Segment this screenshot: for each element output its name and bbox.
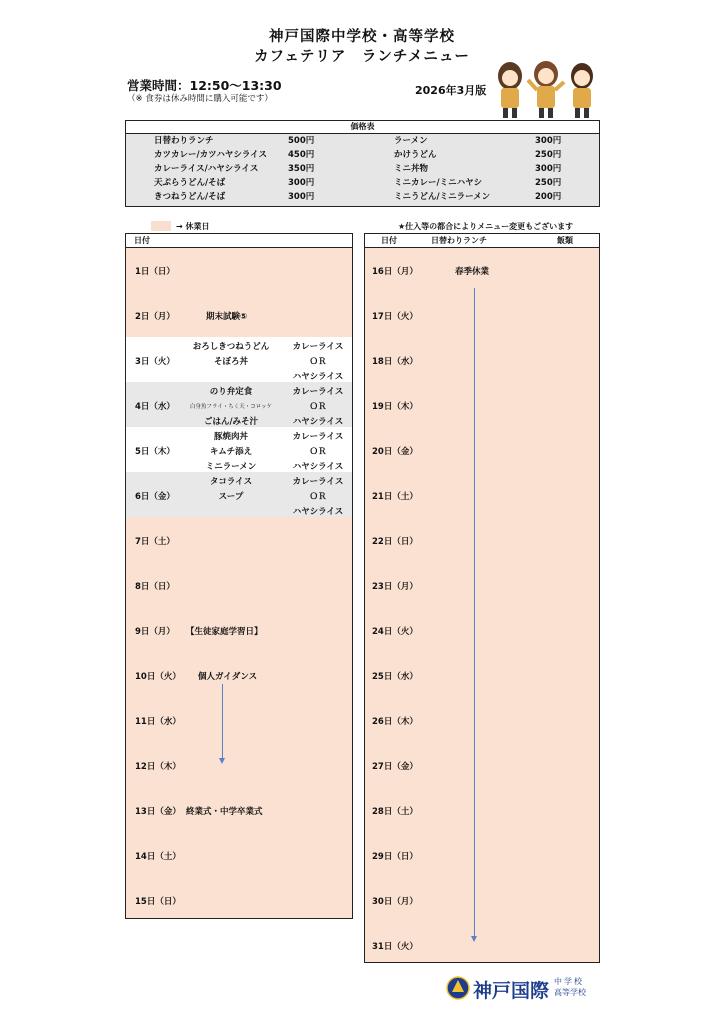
price-item-name: ミニうどん/ミニラーメン: [394, 192, 491, 202]
rice-item: ハヤシライス: [292, 417, 344, 427]
lunch-item: キムチ添え: [209, 447, 253, 457]
day-label: 9日（月）: [135, 627, 175, 637]
holiday-legend-label: → 休業日: [176, 222, 210, 231]
price-table: [125, 120, 600, 207]
price-item-price: 300円: [288, 192, 315, 202]
school-title: 神戸国際中学校・高等学校: [269, 29, 455, 45]
day-label: 21日（土）: [372, 492, 418, 502]
day-label: 2日（月）: [135, 312, 175, 322]
price-item-price: 250円: [535, 178, 562, 188]
price-item-name: カレーライス/ハヤシライス: [154, 164, 259, 174]
day-label: 10日（火）: [135, 672, 181, 682]
event-home-study: 【生徒家庭学習日】: [186, 627, 263, 637]
rice-or: ＯＲ: [309, 447, 327, 457]
edition-label: 2026年3月版: [415, 84, 487, 97]
day-label: 19日（木）: [372, 402, 418, 412]
price-item-price: 300円: [535, 164, 562, 174]
student-girl-3-icon: [571, 63, 593, 118]
event-exam: 期末試験⑤: [206, 312, 248, 322]
price-item-price: 450円: [288, 150, 315, 160]
day-label: 20日（金）: [372, 447, 418, 457]
day-label: 18日（水）: [372, 357, 418, 367]
day-label: 14日（土）: [135, 852, 181, 862]
day-label: 8日（日）: [135, 582, 175, 592]
day-label: 3日（火）: [135, 357, 175, 367]
rice-item: ハヤシライス: [292, 372, 344, 382]
price-item-price: 250円: [535, 150, 562, 160]
rice-or: ＯＲ: [309, 357, 327, 367]
price-item-name: かけうどん: [394, 150, 437, 160]
day-label: 4日（水）: [135, 402, 175, 412]
rice-item: ハヤシライス: [292, 462, 344, 472]
day-label: 30日（月）: [372, 897, 418, 907]
day-label: 7日（土）: [135, 537, 175, 547]
day-label: 11日（水）: [135, 717, 181, 727]
day-label: 22日（日）: [372, 537, 418, 547]
price-item-name: 天ぷらうどん/そば: [154, 178, 226, 188]
day-label: 1日（日）: [135, 267, 175, 277]
student-girl-2-icon: [528, 61, 564, 118]
lunch-item: 豚焼肉丼: [213, 432, 248, 442]
day-label: 5日（木）: [135, 447, 175, 457]
event-ceremony: 終業式・中学卒業式: [186, 807, 263, 817]
menu-title: カフェテリア ランチメニュー: [254, 49, 470, 65]
price-item-price: 300円: [535, 136, 562, 146]
ticket-note: （※ 食券は休み時間に購入可能です）: [127, 94, 273, 104]
day-label: 17日（火）: [372, 312, 418, 322]
lunch-item: スープ: [218, 492, 244, 502]
continuation-arrow-icon: [219, 758, 225, 764]
col-date-header: 日付: [381, 236, 397, 245]
price-item-price: 300円: [288, 178, 315, 188]
day-label: 29日（日）: [372, 852, 418, 862]
rice-or: ＯＲ: [309, 492, 327, 502]
rice-item: カレーライス: [292, 477, 344, 487]
day-label: 16日（月）: [372, 267, 418, 277]
day-label: 23日（月）: [372, 582, 418, 592]
price-item-name: きつねうどん/そば: [154, 192, 226, 202]
day-label: 25日（水）: [372, 672, 418, 682]
school-logo: [446, 975, 596, 1001]
price-item-price: 200円: [535, 192, 562, 202]
day-label: 13日（金）: [135, 807, 181, 817]
continuation-arrow-line: [222, 684, 223, 758]
day-label: 15日（日）: [135, 897, 181, 907]
event-guidance: 個人ガイダンス: [198, 672, 258, 682]
day-label: 12日（木）: [135, 762, 181, 772]
logo-sub-hs: 高等学校: [554, 988, 586, 997]
price-item-name: ラーメン: [394, 136, 428, 146]
calendar-left: [125, 233, 353, 919]
rice-item: カレーライス: [292, 387, 344, 397]
lunch-item: ごはん/みそ汁: [203, 417, 259, 427]
calendar-left-header: [126, 234, 352, 248]
day-label: 6日（金）: [135, 492, 175, 502]
calendar-right-header: [365, 234, 599, 248]
calendar-right: [364, 233, 600, 963]
business-hours: 営業時間：12:50～13:30: [127, 78, 282, 93]
lunch-item: タコライス: [209, 477, 253, 487]
rice-item: ハヤシライス: [292, 507, 344, 517]
lunch-item: のり弁定食: [209, 387, 253, 397]
price-item-name: カツカレー/カツハヤシライス: [154, 150, 268, 160]
day-label: 28日（土）: [372, 807, 418, 817]
day-label: 24日（火）: [372, 627, 418, 637]
lunch-item: おろしきつねうどん: [192, 342, 270, 352]
event-spring-break: 春季休業: [455, 267, 490, 277]
continuation-arrow-icon: [471, 936, 477, 942]
rice-item: カレーライス: [292, 432, 344, 442]
student-characters-illustration: [490, 58, 602, 120]
price-item-name: ミニ丼物: [394, 164, 429, 174]
continuation-arrow-line: [474, 288, 475, 936]
rice-item: カレーライス: [292, 342, 344, 352]
holiday-legend-swatch: [151, 221, 171, 231]
menu-change-notice: ★仕入等の都合によりメニュー変更もございます: [398, 222, 574, 231]
day-label: 26日（木）: [372, 717, 418, 727]
rice-or: ＯＲ: [309, 402, 327, 412]
logo-sub-jhs: 中学校: [554, 977, 584, 986]
col-lunch-header: 日替わりランチ: [431, 236, 487, 245]
student-girl-1-icon: [498, 62, 522, 118]
school-emblem-icon: [446, 976, 470, 1000]
logo-text: 神戸国際: [473, 980, 550, 1002]
price-item-price: 500円: [288, 136, 315, 146]
price-table-heading: 価格表: [126, 121, 599, 134]
price-item-name: ミニカレー/ミニハヤシ: [394, 178, 483, 188]
day-label: 27日（金）: [372, 762, 418, 772]
day-label: 31日（火）: [372, 942, 418, 952]
col-rice-header: 飯類: [557, 236, 573, 245]
col-date-header: 日付: [134, 236, 150, 245]
price-item-name: 日替わりランチ: [154, 136, 214, 146]
lunch-item: ミニラーメン: [205, 462, 257, 472]
lunch-item-detail: 白身魚フライ・ちく天・コロッケ: [189, 404, 273, 410]
price-item-price: 350円: [288, 164, 315, 174]
lunch-item: そぼろ丼: [213, 357, 248, 367]
